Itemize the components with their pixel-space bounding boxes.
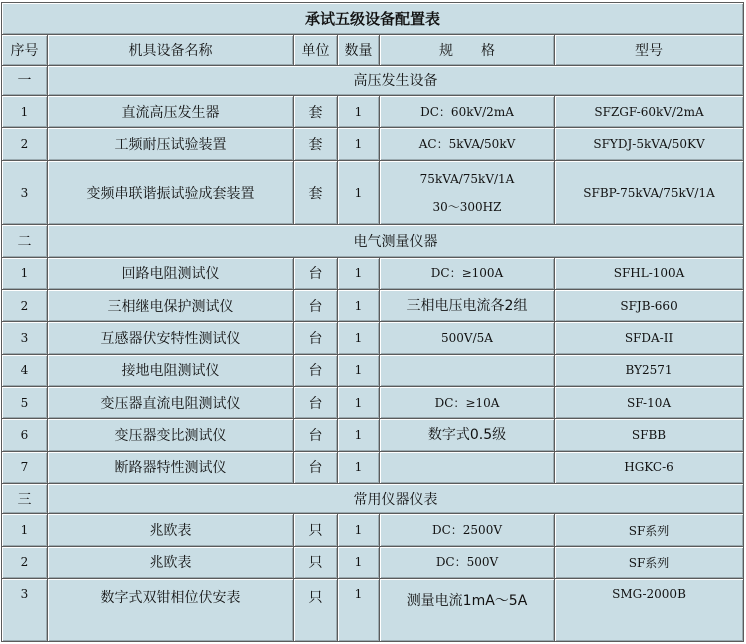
quantity: 1 (338, 354, 380, 386)
spec (380, 96, 555, 128)
quantity: 1 (338, 128, 380, 160)
spec (380, 128, 555, 160)
table-row (2, 579, 744, 642)
spec (380, 354, 555, 386)
section-name: 电气测量仪器 (48, 225, 744, 257)
table-row (2, 354, 744, 386)
table-row (2, 96, 744, 128)
table-row (2, 451, 744, 483)
model: SFDA-II (555, 322, 744, 354)
unit: 台 (294, 257, 338, 289)
spec-line: AC：5kVA/50kV (418, 137, 516, 152)
table-row (2, 257, 744, 289)
table-row (2, 387, 744, 419)
quantity: 1 (338, 96, 380, 128)
section-row (2, 225, 744, 257)
quantity: 1 (338, 160, 380, 225)
row-number: 7 (2, 451, 48, 483)
quantity: 1 (338, 322, 380, 354)
table-row (2, 128, 744, 160)
spec-line: DC：60kV/2mA (420, 104, 514, 119)
row-number: 5 (2, 387, 48, 419)
row-number: 1 (2, 96, 48, 128)
unit: 只 (294, 546, 338, 578)
equipment-name: 变压器变比测试仪 (48, 419, 294, 451)
section-row (2, 65, 744, 95)
equipment-name: 三相继电保护测试仪 (48, 290, 294, 322)
unit: 只 (294, 514, 338, 546)
table-title: 承试五级设备配置表 (2, 3, 744, 35)
quantity: 1 (338, 290, 380, 322)
model: SF系列 (555, 514, 744, 546)
title-row (2, 3, 744, 35)
quantity: 1 (338, 387, 380, 419)
section-row (2, 484, 744, 514)
equipment-name: 断路器特性测试仪 (48, 451, 294, 483)
row-number: 6 (2, 419, 48, 451)
quantity: 1 (338, 546, 380, 578)
model: SFBP-75kVA/75kV/1A (555, 160, 744, 225)
section-index: 二 (2, 225, 48, 257)
spec (380, 546, 555, 578)
equipment-name: 兆欧表 (48, 546, 294, 578)
row-number: 4 (2, 354, 48, 386)
spec-line: 75kVA/75kV/1A (419, 171, 515, 186)
equipment-name: 变压器直流电阻测试仪 (48, 387, 294, 419)
spec (380, 290, 555, 322)
model: SFHL-100A (555, 257, 744, 289)
unit: 台 (294, 322, 338, 354)
spec-line: 数字式0.5级 (427, 427, 507, 444)
row-number: 3 (2, 322, 48, 354)
header-qty: 数量 (338, 35, 380, 65)
unit: 套 (294, 96, 338, 128)
equipment-config-table (1, 2, 744, 642)
equipment-name: 回路电阻测试仪 (48, 257, 294, 289)
model: SFJB-660 (555, 290, 744, 322)
model: SFYDJ-5kVA/50KV (555, 128, 744, 160)
unit: 台 (294, 290, 338, 322)
model: SF系列 (555, 546, 744, 578)
model: SF-10A (555, 387, 744, 419)
spec-line: 三相电压电流各2组 (406, 297, 528, 314)
spec-line: 测量电流1mA～5A (406, 593, 528, 610)
unit: 只 (294, 579, 338, 642)
table-body (2, 3, 744, 642)
section-index: 一 (2, 65, 48, 95)
header-no: 序号 (2, 35, 48, 65)
unit: 套 (294, 160, 338, 225)
spec (380, 322, 555, 354)
table-row (2, 322, 744, 354)
quantity: 1 (338, 419, 380, 451)
table-row (2, 514, 744, 546)
section-name: 常用仪器仪表 (48, 484, 744, 514)
unit: 台 (294, 419, 338, 451)
row-number: 1 (2, 514, 48, 546)
spec-line: DC：2500V (431, 523, 502, 538)
equipment-name: 互感器伏安特性测试仪 (48, 322, 294, 354)
equipment-name: 兆欧表 (48, 514, 294, 546)
equipment-name: 数字式双钳相位伏安表 (48, 579, 294, 642)
model: SFZGF-60kV/2mA (555, 96, 744, 128)
row-number: 2 (2, 290, 48, 322)
spec (380, 579, 555, 642)
quantity: 1 (338, 514, 380, 546)
spec-line: DC：≥100A (430, 266, 504, 281)
equipment-name: 工频耐压试验装置 (48, 128, 294, 160)
spec (380, 257, 555, 289)
header-unit: 单位 (294, 35, 338, 65)
unit: 台 (294, 451, 338, 483)
quantity: 1 (338, 257, 380, 289)
header-name: 机具设备名称 (48, 35, 294, 65)
model: HGKC-6 (555, 451, 744, 483)
table-row (2, 160, 744, 225)
section-index: 三 (2, 484, 48, 514)
table-row (2, 290, 744, 322)
row-number: 3 (2, 579, 48, 642)
row-number: 1 (2, 257, 48, 289)
spec (380, 451, 555, 483)
row-number: 3 (2, 160, 48, 225)
table-row (2, 546, 744, 578)
unit: 套 (294, 128, 338, 160)
row-number: 2 (2, 546, 48, 578)
header-row (2, 35, 744, 65)
spec (380, 387, 555, 419)
model: SMG-2000B (555, 579, 744, 642)
quantity: 1 (338, 451, 380, 483)
spec-line: DC：≥10A (434, 395, 500, 410)
equipment-name: 接地电阻测试仪 (48, 354, 294, 386)
header-model: 型号 (555, 35, 744, 65)
spec (380, 419, 555, 451)
spec-line: 500V/5A (441, 331, 493, 346)
spec-line: 30～300HZ (432, 199, 502, 214)
header-spec: 规 格 (380, 35, 555, 65)
spec-line: DC：500V (435, 555, 499, 570)
section-name: 高压发生设备 (48, 65, 744, 95)
equipment-name: 直流高压发生器 (48, 96, 294, 128)
equipment-name: 变频串联谐振试验成套装置 (48, 160, 294, 225)
model: SFBB (555, 419, 744, 451)
unit: 台 (294, 354, 338, 386)
table-row (2, 419, 744, 451)
spec (380, 160, 555, 225)
spec (380, 514, 555, 546)
quantity: 1 (338, 579, 380, 642)
unit: 台 (294, 387, 338, 419)
row-number: 2 (2, 128, 48, 160)
model: BY2571 (555, 354, 744, 386)
